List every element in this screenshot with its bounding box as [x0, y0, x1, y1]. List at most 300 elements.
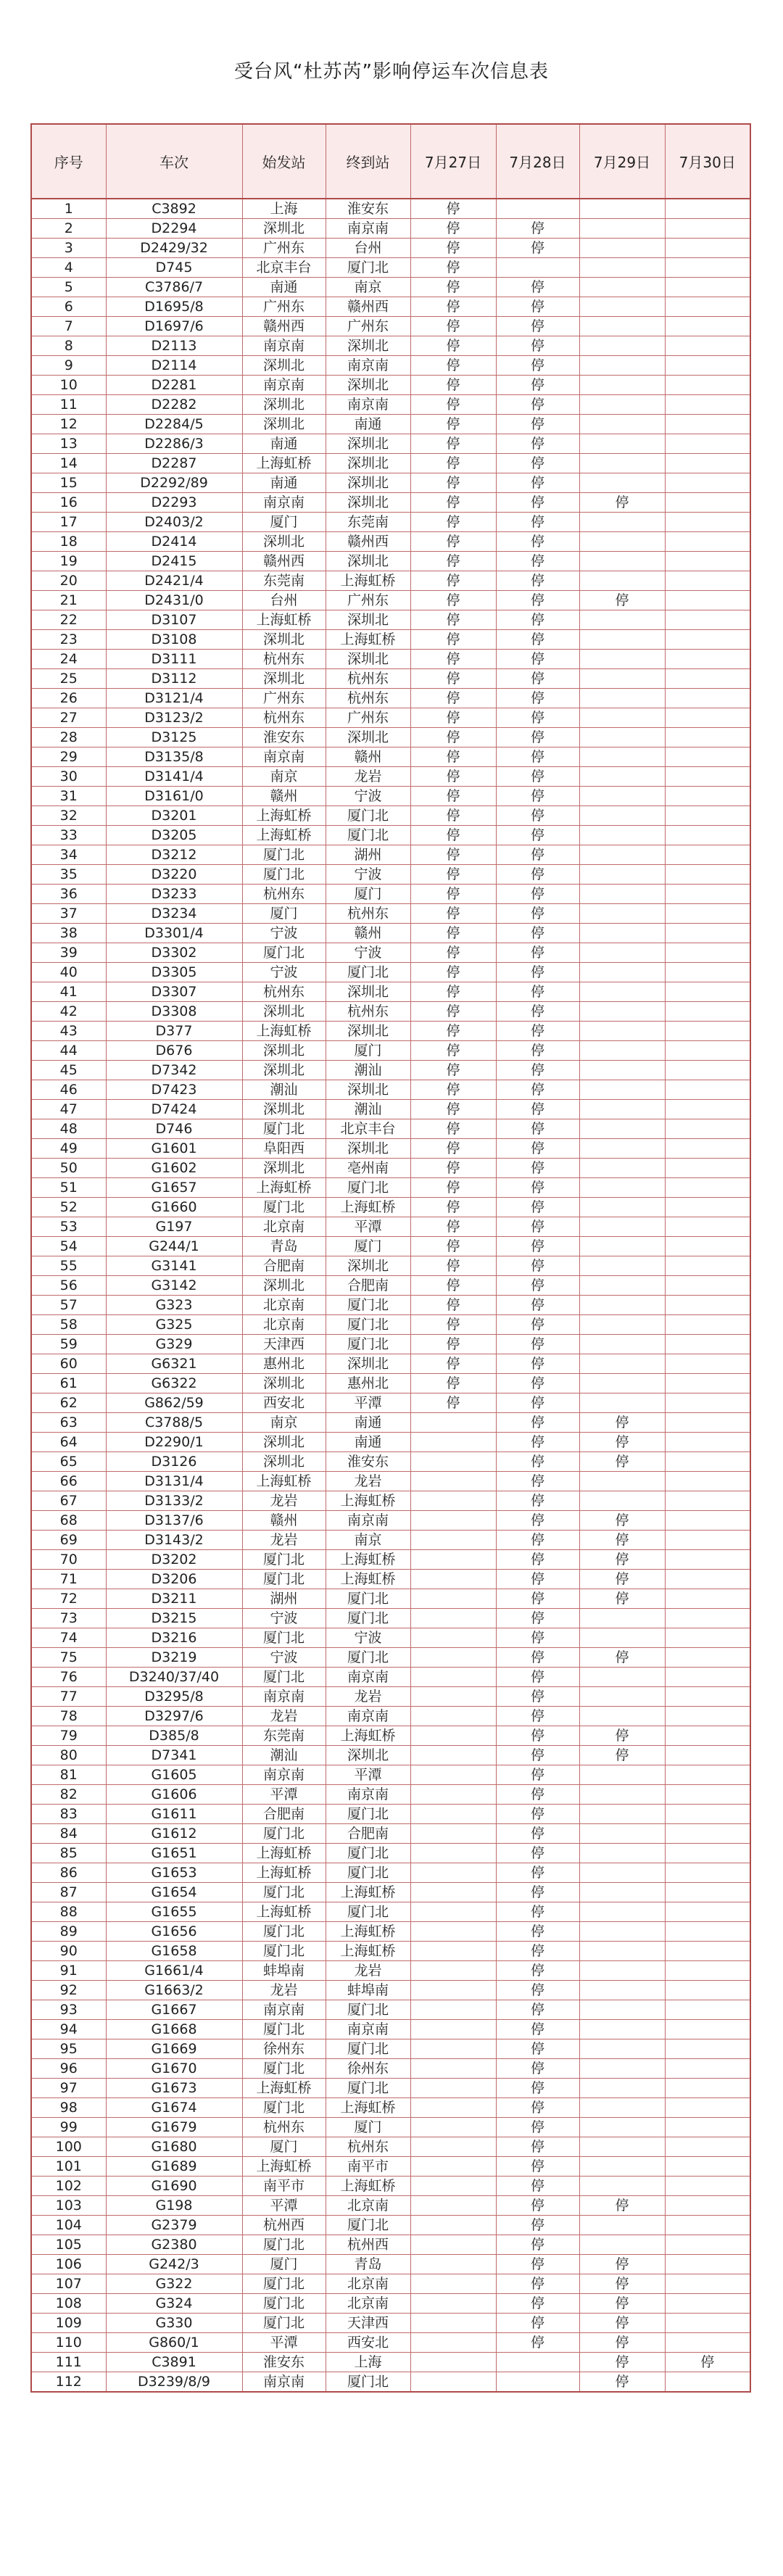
cell-jul-28: 停 — [496, 806, 579, 826]
cell-origin: 潮汕 — [242, 1080, 326, 1100]
cell-jul-29 — [579, 258, 665, 278]
cell-destination: 宁波 — [326, 943, 410, 963]
cell-jul-28: 停 — [496, 239, 579, 258]
cell-index: 70 — [31, 1550, 106, 1570]
cell-jul-27 — [410, 1491, 496, 1511]
table-row — [31, 1413, 750, 1433]
cell-index: 46 — [31, 1080, 106, 1100]
cell-jul-29 — [579, 395, 665, 415]
cell-jul-28: 停 — [496, 336, 579, 356]
cell-jul-27: 停 — [410, 1061, 496, 1080]
cell-jul-28: 停 — [496, 845, 579, 865]
cell-destination: 南京 — [326, 1531, 410, 1550]
cell-jul-30 — [665, 1472, 750, 1491]
cell-origin: 上海虹桥 — [242, 826, 326, 845]
cell-jul-29 — [579, 2059, 665, 2079]
cell-train-number: D3143/2 — [106, 1531, 242, 1550]
table-row — [31, 591, 750, 610]
cell-jul-28: 停 — [496, 1335, 579, 1354]
cell-index: 22 — [31, 610, 106, 630]
cell-jul-29 — [579, 630, 665, 650]
cell-jul-30 — [665, 1335, 750, 1354]
cell-jul-30 — [665, 1491, 750, 1511]
cell-index: 111 — [31, 2353, 106, 2372]
cell-jul-28: 停 — [496, 904, 579, 924]
cell-jul-30 — [665, 806, 750, 826]
cell-jul-29 — [579, 1276, 665, 1296]
cell-origin: 南京南 — [242, 376, 326, 395]
cell-jul-29: 停 — [579, 1413, 665, 1433]
cell-jul-29 — [579, 1785, 665, 1805]
table-body — [31, 199, 750, 2392]
cell-jul-30 — [665, 239, 750, 258]
cell-origin: 厦门北 — [242, 2314, 326, 2333]
cell-jul-28: 停 — [496, 1198, 579, 1217]
cell-train-number: G329 — [106, 1335, 242, 1354]
cell-jul-28: 停 — [496, 532, 579, 552]
cell-origin: 上海虹桥 — [242, 2079, 326, 2098]
cell-origin: 湖州 — [242, 1589, 326, 1609]
table-row — [31, 1922, 750, 1942]
cell-jul-30 — [665, 1844, 750, 1863]
cell-destination: 上海虹桥 — [326, 1491, 410, 1511]
cell-jul-28: 停 — [496, 1746, 579, 1765]
cell-index: 38 — [31, 924, 106, 943]
cell-jul-30 — [665, 1296, 750, 1315]
cell-jul-29: 停 — [579, 591, 665, 610]
cell-jul-28: 停 — [496, 1707, 579, 1726]
cell-train-number: D3135/8 — [106, 747, 242, 767]
table-row — [31, 2059, 750, 2079]
cell-jul-28: 停 — [496, 1550, 579, 1570]
table-row — [31, 806, 750, 826]
cell-origin: 平潭 — [242, 2333, 326, 2353]
cell-jul-29 — [579, 1668, 665, 1687]
cell-jul-27: 停 — [410, 395, 496, 415]
cell-jul-28: 停 — [496, 2059, 579, 2079]
cell-train-number: G1674 — [106, 2098, 242, 2118]
cell-destination: 厦门 — [326, 1041, 410, 1061]
cell-train-number: G860/1 — [106, 2333, 242, 2353]
cell-origin: 厦门北 — [242, 1942, 326, 1961]
cell-destination: 上海 — [326, 2353, 410, 2372]
cell-origin: 深圳北 — [242, 219, 326, 239]
cell-jul-30 — [665, 728, 750, 747]
cell-origin: 厦门北 — [242, 2294, 326, 2314]
cell-origin: 厦门北 — [242, 1119, 326, 1139]
cell-jul-30 — [665, 943, 750, 963]
cell-train-number: G1670 — [106, 2059, 242, 2079]
cell-jul-29 — [579, 415, 665, 434]
table-row — [31, 630, 750, 650]
cell-train-number: D2286/3 — [106, 434, 242, 454]
cell-destination: 东莞南 — [326, 513, 410, 532]
cell-jul-30 — [665, 767, 750, 787]
cell-jul-27: 停 — [410, 767, 496, 787]
suspended-trains-table — [30, 123, 751, 2393]
cell-origin: 南通 — [242, 278, 326, 297]
table-row — [31, 1824, 750, 1844]
cell-index: 91 — [31, 1961, 106, 1981]
cell-origin: 南京 — [242, 1413, 326, 1433]
cell-index: 94 — [31, 2020, 106, 2039]
cell-jul-27: 停 — [410, 982, 496, 1002]
cell-index: 7 — [31, 317, 106, 336]
cell-jul-30 — [665, 1570, 750, 1589]
cell-jul-29 — [579, 199, 665, 219]
cell-origin: 深圳北 — [242, 1061, 326, 1080]
cell-index: 103 — [31, 2196, 106, 2216]
cell-destination: 杭州东 — [326, 689, 410, 708]
cell-index: 15 — [31, 473, 106, 493]
table-row — [31, 2314, 750, 2333]
cell-jul-30 — [665, 2314, 750, 2333]
table-row — [31, 1237, 750, 1256]
cell-jul-30 — [665, 885, 750, 904]
cell-jul-30 — [665, 1863, 750, 1883]
cell-jul-29 — [579, 297, 665, 317]
cell-destination: 深圳北 — [326, 552, 410, 571]
table-row — [31, 1041, 750, 1061]
table-row — [31, 493, 750, 513]
cell-index: 96 — [31, 2059, 106, 2079]
cell-train-number: D3108 — [106, 630, 242, 650]
cell-jul-27: 停 — [410, 376, 496, 395]
table-row — [31, 571, 750, 591]
cell-origin: 深圳北 — [242, 1374, 326, 1393]
table-row — [31, 2020, 750, 2039]
cell-train-number: G1656 — [106, 1922, 242, 1942]
cell-jul-28: 停 — [496, 2216, 579, 2235]
cell-jul-28: 停 — [496, 1276, 579, 1296]
cell-jul-30 — [665, 473, 750, 493]
cell-jul-27 — [410, 1922, 496, 1942]
cell-jul-27: 停 — [410, 610, 496, 630]
cell-train-number: D676 — [106, 1041, 242, 1061]
table-row — [31, 258, 750, 278]
cell-jul-30 — [665, 532, 750, 552]
cell-index: 20 — [31, 571, 106, 591]
cell-jul-28 — [496, 2372, 579, 2393]
table-row — [31, 2255, 750, 2274]
cell-index: 55 — [31, 1256, 106, 1276]
cell-index: 41 — [31, 982, 106, 1002]
cell-jul-29 — [579, 2177, 665, 2196]
cell-index: 74 — [31, 1628, 106, 1648]
cell-jul-29: 停 — [579, 2294, 665, 2314]
cell-destination: 深圳北 — [326, 1022, 410, 1041]
cell-jul-27: 停 — [410, 1100, 496, 1119]
cell-jul-28: 停 — [496, 2000, 579, 2020]
cell-origin: 上海虹桥 — [242, 1022, 326, 1041]
cell-destination: 深圳北 — [326, 336, 410, 356]
cell-origin: 厦门北 — [242, 1570, 326, 1589]
cell-jul-30 — [665, 924, 750, 943]
table-row — [31, 278, 750, 297]
cell-jul-28: 停 — [496, 1413, 579, 1433]
cell-jul-28: 停 — [496, 1922, 579, 1942]
table-row — [31, 1961, 750, 1981]
header-train-number: 车次 — [106, 124, 242, 199]
table-row — [31, 2235, 750, 2255]
cell-origin: 广州东 — [242, 689, 326, 708]
cell-index: 72 — [31, 1589, 106, 1609]
cell-destination: 淮安东 — [326, 199, 410, 219]
cell-jul-28: 停 — [496, 2157, 579, 2177]
cell-index: 51 — [31, 1178, 106, 1198]
table-row — [31, 2000, 750, 2020]
table-row — [31, 1570, 750, 1589]
cell-jul-29: 停 — [579, 2196, 665, 2216]
cell-destination: 南京南 — [326, 1668, 410, 1687]
cell-train-number: G2379 — [106, 2216, 242, 2235]
cell-jul-30 — [665, 669, 750, 689]
cell-jul-27 — [410, 1433, 496, 1452]
table-row — [31, 1628, 750, 1648]
cell-train-number: D2284/5 — [106, 415, 242, 434]
cell-jul-28: 停 — [496, 591, 579, 610]
cell-index: 82 — [31, 1785, 106, 1805]
table-row — [31, 767, 750, 787]
cell-origin: 上海 — [242, 199, 326, 219]
cell-index: 102 — [31, 2177, 106, 2196]
cell-jul-29 — [579, 1902, 665, 1922]
cell-origin: 厦门北 — [242, 2020, 326, 2039]
cell-destination: 北京南 — [326, 2196, 410, 2216]
cell-destination: 赣州 — [326, 747, 410, 767]
cell-origin: 宁波 — [242, 924, 326, 943]
cell-jul-27 — [410, 1511, 496, 1531]
cell-origin: 杭州东 — [242, 885, 326, 904]
cell-jul-27: 停 — [410, 689, 496, 708]
cell-origin: 平潭 — [242, 1785, 326, 1805]
cell-origin: 深圳北 — [242, 1159, 326, 1178]
cell-origin: 东莞南 — [242, 571, 326, 591]
cell-origin: 赣州西 — [242, 552, 326, 571]
table-row — [31, 650, 750, 669]
cell-destination: 厦门北 — [326, 1844, 410, 1863]
cell-jul-30 — [665, 2274, 750, 2294]
cell-jul-29 — [579, 1080, 665, 1100]
cell-train-number: G323 — [106, 1296, 242, 1315]
cell-origin: 赣州西 — [242, 317, 326, 336]
cell-index: 2 — [31, 219, 106, 239]
cell-destination: 南京南 — [326, 1511, 410, 1531]
cell-jul-29: 停 — [579, 2255, 665, 2274]
cell-origin: 深圳北 — [242, 1002, 326, 1022]
cell-train-number: G1611 — [106, 1805, 242, 1824]
cell-jul-30 — [665, 1159, 750, 1178]
cell-jul-29 — [579, 2157, 665, 2177]
cell-jul-28: 停 — [496, 1022, 579, 1041]
cell-jul-28: 停 — [496, 1981, 579, 2000]
cell-jul-28: 停 — [496, 317, 579, 336]
cell-jul-30 — [665, 2118, 750, 2137]
cell-jul-28: 停 — [496, 1041, 579, 1061]
cell-jul-27 — [410, 2000, 496, 2020]
cell-jul-27: 停 — [410, 1139, 496, 1159]
table-row — [31, 2294, 750, 2314]
cell-train-number: G6322 — [106, 1374, 242, 1393]
cell-index: 17 — [31, 513, 106, 532]
cell-jul-27: 停 — [410, 1159, 496, 1178]
cell-jul-28: 停 — [496, 1589, 579, 1609]
cell-index: 45 — [31, 1061, 106, 1080]
cell-origin: 厦门 — [242, 2255, 326, 2274]
cell-jul-29 — [579, 278, 665, 297]
cell-jul-28: 停 — [496, 2118, 579, 2137]
cell-jul-28: 停 — [496, 2235, 579, 2255]
table-row — [31, 2098, 750, 2118]
cell-index: 78 — [31, 1707, 106, 1726]
table-row — [31, 1139, 750, 1159]
cell-jul-28 — [496, 2353, 579, 2372]
cell-index: 37 — [31, 904, 106, 924]
cell-jul-30 — [665, 1961, 750, 1981]
cell-index: 104 — [31, 2216, 106, 2235]
cell-destination: 亳州南 — [326, 1159, 410, 1178]
cell-destination: 南通 — [326, 1413, 410, 1433]
cell-origin: 厦门北 — [242, 2235, 326, 2255]
cell-destination: 龙岩 — [326, 1961, 410, 1981]
cell-jul-30 — [665, 2294, 750, 2314]
cell-index: 99 — [31, 2118, 106, 2137]
cell-jul-29 — [579, 1178, 665, 1198]
cell-jul-27: 停 — [410, 630, 496, 650]
cell-jul-29 — [579, 728, 665, 747]
cell-destination: 潮汕 — [326, 1100, 410, 1119]
table-row — [31, 1687, 750, 1707]
cell-index: 8 — [31, 336, 106, 356]
cell-jul-30 — [665, 336, 750, 356]
cell-origin: 西安北 — [242, 1393, 326, 1413]
cell-jul-28: 停 — [496, 473, 579, 493]
table-row — [31, 1805, 750, 1824]
cell-origin: 台州 — [242, 591, 326, 610]
cell-jul-30 — [665, 317, 750, 336]
cell-jul-29 — [579, 904, 665, 924]
cell-train-number: G1680 — [106, 2137, 242, 2157]
table-row — [31, 1022, 750, 1041]
table-row — [31, 1765, 750, 1785]
cell-jul-30 — [665, 1726, 750, 1746]
cell-jul-30 — [665, 845, 750, 865]
cell-index: 27 — [31, 708, 106, 728]
cell-jul-28 — [496, 258, 579, 278]
cell-jul-29 — [579, 1119, 665, 1139]
cell-jul-30 — [665, 2059, 750, 2079]
cell-jul-27: 停 — [410, 1119, 496, 1139]
table-row — [31, 1159, 750, 1178]
cell-jul-27: 停 — [410, 1217, 496, 1237]
cell-jul-30 — [665, 787, 750, 806]
cell-jul-29 — [579, 885, 665, 904]
cell-jul-27: 停 — [410, 1041, 496, 1061]
cell-jul-27 — [410, 2137, 496, 2157]
cell-destination: 合肥南 — [326, 1276, 410, 1296]
cell-jul-30 — [665, 1785, 750, 1805]
cell-train-number: G1653 — [106, 1863, 242, 1883]
cell-jul-29 — [579, 454, 665, 473]
cell-train-number: D3220 — [106, 865, 242, 885]
cell-jul-28: 停 — [496, 728, 579, 747]
cell-train-number: D2414 — [106, 532, 242, 552]
cell-train-number: D3121/4 — [106, 689, 242, 708]
cell-jul-30 — [665, 630, 750, 650]
cell-jul-30 — [665, 1393, 750, 1413]
cell-jul-30 — [665, 1883, 750, 1902]
cell-jul-30 — [665, 1256, 750, 1276]
cell-jul-27 — [410, 1628, 496, 1648]
table-row — [31, 1433, 750, 1452]
table-row — [31, 1296, 750, 1315]
cell-origin: 厦门北 — [242, 1668, 326, 1687]
cell-destination: 深圳北 — [326, 610, 410, 630]
cell-train-number: G330 — [106, 2314, 242, 2333]
cell-jul-29: 停 — [579, 1531, 665, 1550]
cell-jul-28: 停 — [496, 630, 579, 650]
cell-jul-30 — [665, 376, 750, 395]
cell-jul-28: 停 — [496, 1942, 579, 1961]
cell-origin: 深圳北 — [242, 1452, 326, 1472]
cell-index: 56 — [31, 1276, 106, 1296]
cell-jul-28: 停 — [496, 1628, 579, 1648]
table-row — [31, 1374, 750, 1393]
cell-jul-27 — [410, 1531, 496, 1550]
cell-origin: 深圳北 — [242, 1100, 326, 1119]
cell-destination: 广州东 — [326, 317, 410, 336]
cell-index: 13 — [31, 434, 106, 454]
cell-jul-28: 停 — [496, 1315, 579, 1335]
cell-train-number: D3112 — [106, 669, 242, 689]
cell-jul-29 — [579, 513, 665, 532]
cell-jul-29 — [579, 1961, 665, 1981]
cell-destination: 深圳北 — [326, 1746, 410, 1765]
cell-train-number: G3141 — [106, 1256, 242, 1276]
table-row — [31, 1256, 750, 1276]
cell-origin: 赣州 — [242, 787, 326, 806]
cell-train-number: D377 — [106, 1022, 242, 1041]
cell-jul-30 — [665, 689, 750, 708]
cell-train-number: D3219 — [106, 1648, 242, 1668]
cell-destination: 南京南 — [326, 1785, 410, 1805]
cell-destination: 北京丰台 — [326, 1119, 410, 1139]
cell-origin: 北京南 — [242, 1217, 326, 1237]
cell-jul-30 — [665, 1315, 750, 1335]
cell-origin: 南京南 — [242, 2372, 326, 2393]
cell-train-number: D3107 — [106, 610, 242, 630]
cell-train-number: G1690 — [106, 2177, 242, 2196]
cell-jul-30 — [665, 1198, 750, 1217]
cell-origin: 南平市 — [242, 2177, 326, 2196]
cell-jul-27: 停 — [410, 239, 496, 258]
cell-jul-28: 停 — [496, 2137, 579, 2157]
cell-origin: 杭州东 — [242, 982, 326, 1002]
cell-destination: 合肥南 — [326, 1824, 410, 1844]
cell-index: 64 — [31, 1433, 106, 1452]
cell-jul-28: 停 — [496, 2039, 579, 2059]
cell-origin: 深圳北 — [242, 1276, 326, 1296]
cell-train-number: C3788/5 — [106, 1413, 242, 1433]
table-row — [31, 473, 750, 493]
table-row — [31, 1648, 750, 1668]
cell-origin: 潮汕 — [242, 1746, 326, 1765]
cell-train-number: D3308 — [106, 1002, 242, 1022]
cell-origin: 杭州东 — [242, 650, 326, 669]
cell-destination: 南京南 — [326, 2020, 410, 2039]
cell-index: 19 — [31, 552, 106, 571]
cell-jul-28: 停 — [496, 1080, 579, 1100]
